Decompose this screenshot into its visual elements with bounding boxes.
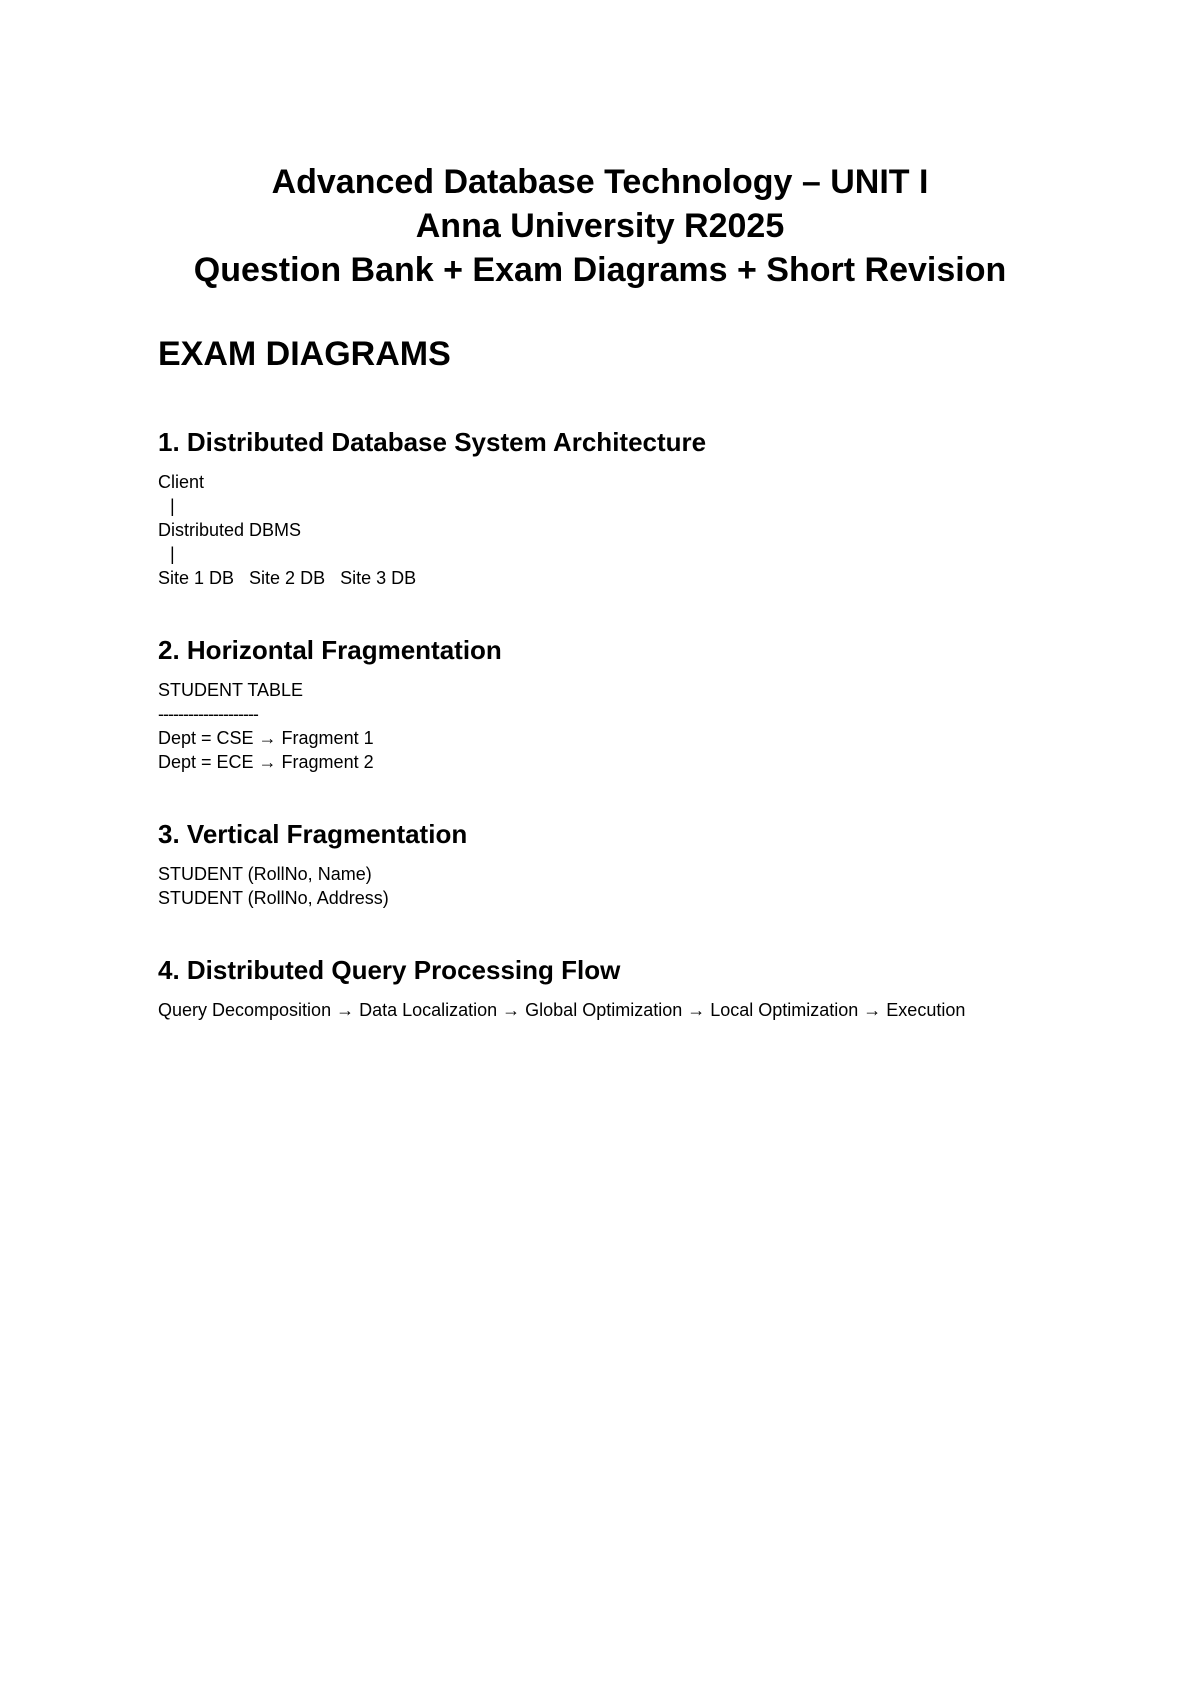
diagram-separator: -------------------- bbox=[158, 704, 258, 724]
university-subtitle: Anna University R2025 bbox=[415, 207, 785, 245]
document-content bbox=[158, 334, 1058, 1066]
diagram-title: 4. Distributed Query Processing Flow bbox=[158, 955, 621, 985]
diagram-vertical-fragmentation bbox=[158, 818, 1058, 910]
diagram-line: Dept = CSE → Fragment 1 bbox=[158, 728, 374, 748]
diagram-title: 1. Distributed Database System Architecture bbox=[158, 427, 707, 457]
document-header bbox=[0, 160, 1200, 292]
diagram-line: Distributed DBMS bbox=[158, 520, 302, 540]
diagram-body bbox=[158, 862, 1058, 910]
diagram-line: STUDENT TABLE bbox=[158, 680, 304, 700]
document-title: Advanced Database Technology – UNIT I bbox=[271, 163, 929, 201]
diagram-line: Site 1 DB Site 2 DB Site 3 DB bbox=[158, 568, 417, 588]
diagram-body bbox=[158, 470, 1058, 590]
diagram-connector: | bbox=[170, 496, 175, 516]
diagram-connector: | bbox=[170, 544, 175, 564]
diagram-body bbox=[158, 678, 1058, 774]
diagram-line: Dept = ECE → Fragment 2 bbox=[158, 752, 374, 772]
document-subtitle: Question Bank + Exam Diagrams + Short Revision bbox=[193, 251, 1007, 289]
diagram-query-processing-flow bbox=[158, 954, 1058, 1022]
diagram-title: 3. Vertical Fragmentation bbox=[158, 819, 468, 849]
diagram-line: STUDENT (RollNo, Address) bbox=[158, 888, 389, 908]
diagram-horizontal-fragmentation bbox=[158, 634, 1058, 774]
diagram-title: 2. Horizontal Fragmentation bbox=[158, 635, 502, 665]
diagram-line: Client bbox=[158, 472, 205, 492]
diagram-body bbox=[158, 998, 1058, 1022]
section-heading: EXAM DIAGRAMS bbox=[158, 335, 451, 373]
diagram-line: Query Decomposition → Data Localization → Global Optimization → Local Optimization → Execution bbox=[158, 1000, 966, 1020]
diagram-line: STUDENT (RollNo, Name) bbox=[158, 864, 372, 884]
diagram-distributed-architecture bbox=[158, 426, 1058, 590]
